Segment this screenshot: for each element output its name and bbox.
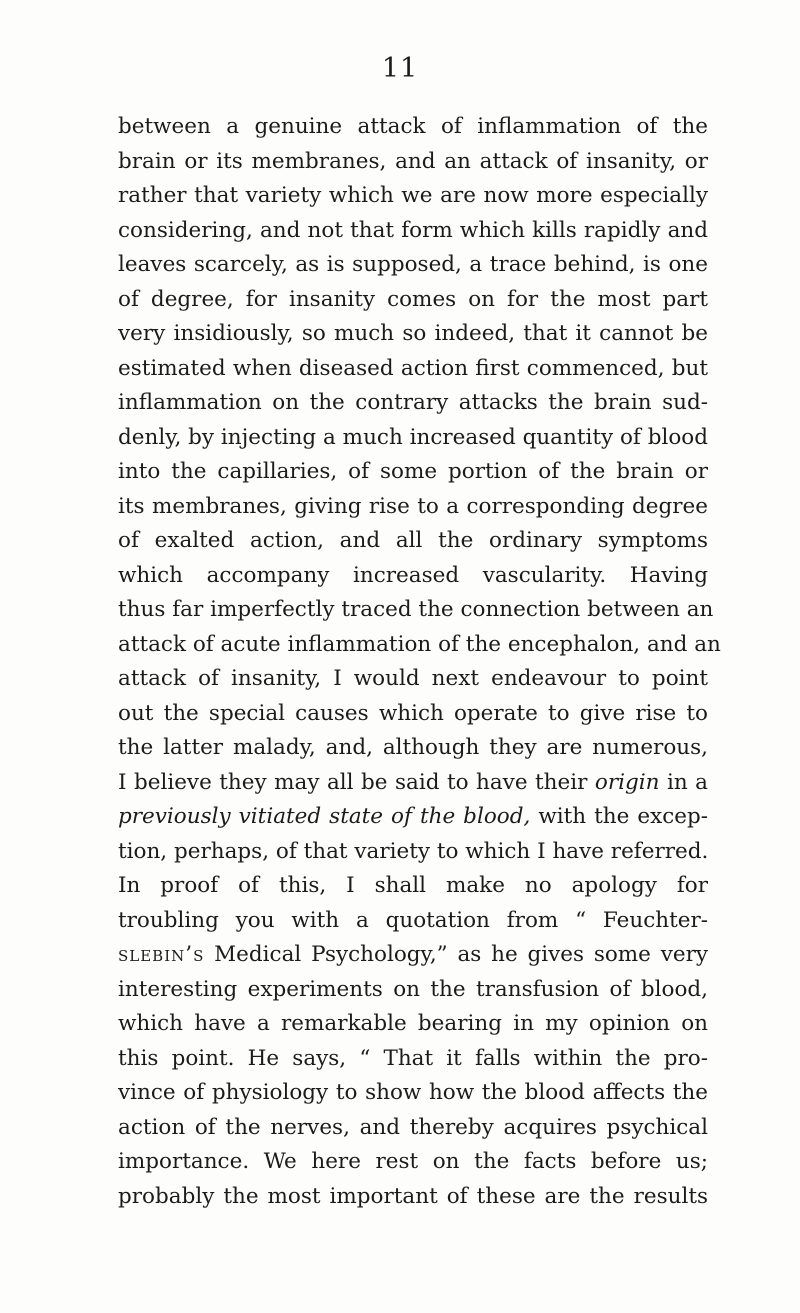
text-line: importance. We here rest on the facts before us;	[118, 1149, 708, 1174]
text-line: out the special causes which operate to give rise to	[118, 700, 708, 726]
text-line: its membranes, giving rise to a corresponding degree	[118, 493, 708, 519]
text-run: I believe they may all be said to have their	[118, 769, 595, 795]
text-line: denly, by injecting a much increased quantity of blood	[118, 424, 709, 450]
text-line: which have a remarkable bearing in my opinion on	[118, 1011, 708, 1036]
text-run: Medical Psychology,” as he gives some very	[204, 942, 708, 967]
text-line: probably the most important of these are the results	[118, 1183, 708, 1209]
text-line	[118, 938, 708, 973]
text-line: of degree, for insanity comes on for the most part	[118, 286, 708, 312]
page-number: 11	[381, 53, 419, 84]
text-line: which accompany increased vascularity. Having	[118, 562, 708, 588]
text-line: troubling you with a quotation from “ Feuchter-	[118, 907, 708, 933]
smallcaps-text-run: slebin’s	[118, 942, 205, 967]
text-line: of exalted action, and all the ordinary symptoms	[118, 528, 708, 553]
text-line: brain or its membranes, and an attack of insanity, or	[118, 148, 708, 174]
text-line: between a genuine attack of inflammation of the	[118, 114, 708, 139]
text-line: attack of insanity, I would next endeavour to point	[118, 666, 708, 691]
text-line: this point. He says, “ That it falls within the pro-	[118, 1045, 708, 1071]
text-line: rather that variety which we are now more especially	[118, 183, 708, 208]
text-line: the latter malady, and, although they are numerous,	[118, 735, 708, 760]
text-line: inflammation on the contrary attacks the brain sud-	[118, 390, 708, 415]
text-line	[118, 800, 708, 835]
text-run: in a	[659, 769, 708, 795]
text-line: attack of acute inflammation of the encephalon, and an	[118, 631, 721, 657]
text-run: with the excep-	[530, 804, 708, 829]
text-line: thus far imperfectly traced the connection between an	[118, 597, 714, 622]
text-line: estimated when diseased action first commenced, but	[118, 355, 708, 381]
text-line: tion, perhaps, of that variety to which I have referred.	[118, 838, 709, 864]
text-line: leaves scarcely, as is supposed, a trace behind, is one	[118, 252, 708, 277]
italic-text-run: origin	[594, 769, 660, 795]
text-line: considering, and not that form which kills rapidly and	[118, 217, 708, 243]
body-text	[118, 110, 721, 1214]
text-line: into the capillaries, of some portion of the brain or	[118, 459, 708, 484]
text-line: action of the nerves, and thereby acquires psychical	[118, 1114, 708, 1140]
text-line: vince of physiology to show how the blood affects the	[118, 1080, 708, 1105]
text-line: interesting experiments on the transfusion of blood,	[118, 976, 708, 1002]
text-line: very insidiously, so much so indeed, that it cannot be	[118, 321, 708, 346]
text-line: In proof of this, I shall make no apology for	[118, 873, 708, 898]
text-line	[118, 766, 708, 801]
italic-text-run: previously vitiated state of the blood,	[118, 804, 531, 829]
